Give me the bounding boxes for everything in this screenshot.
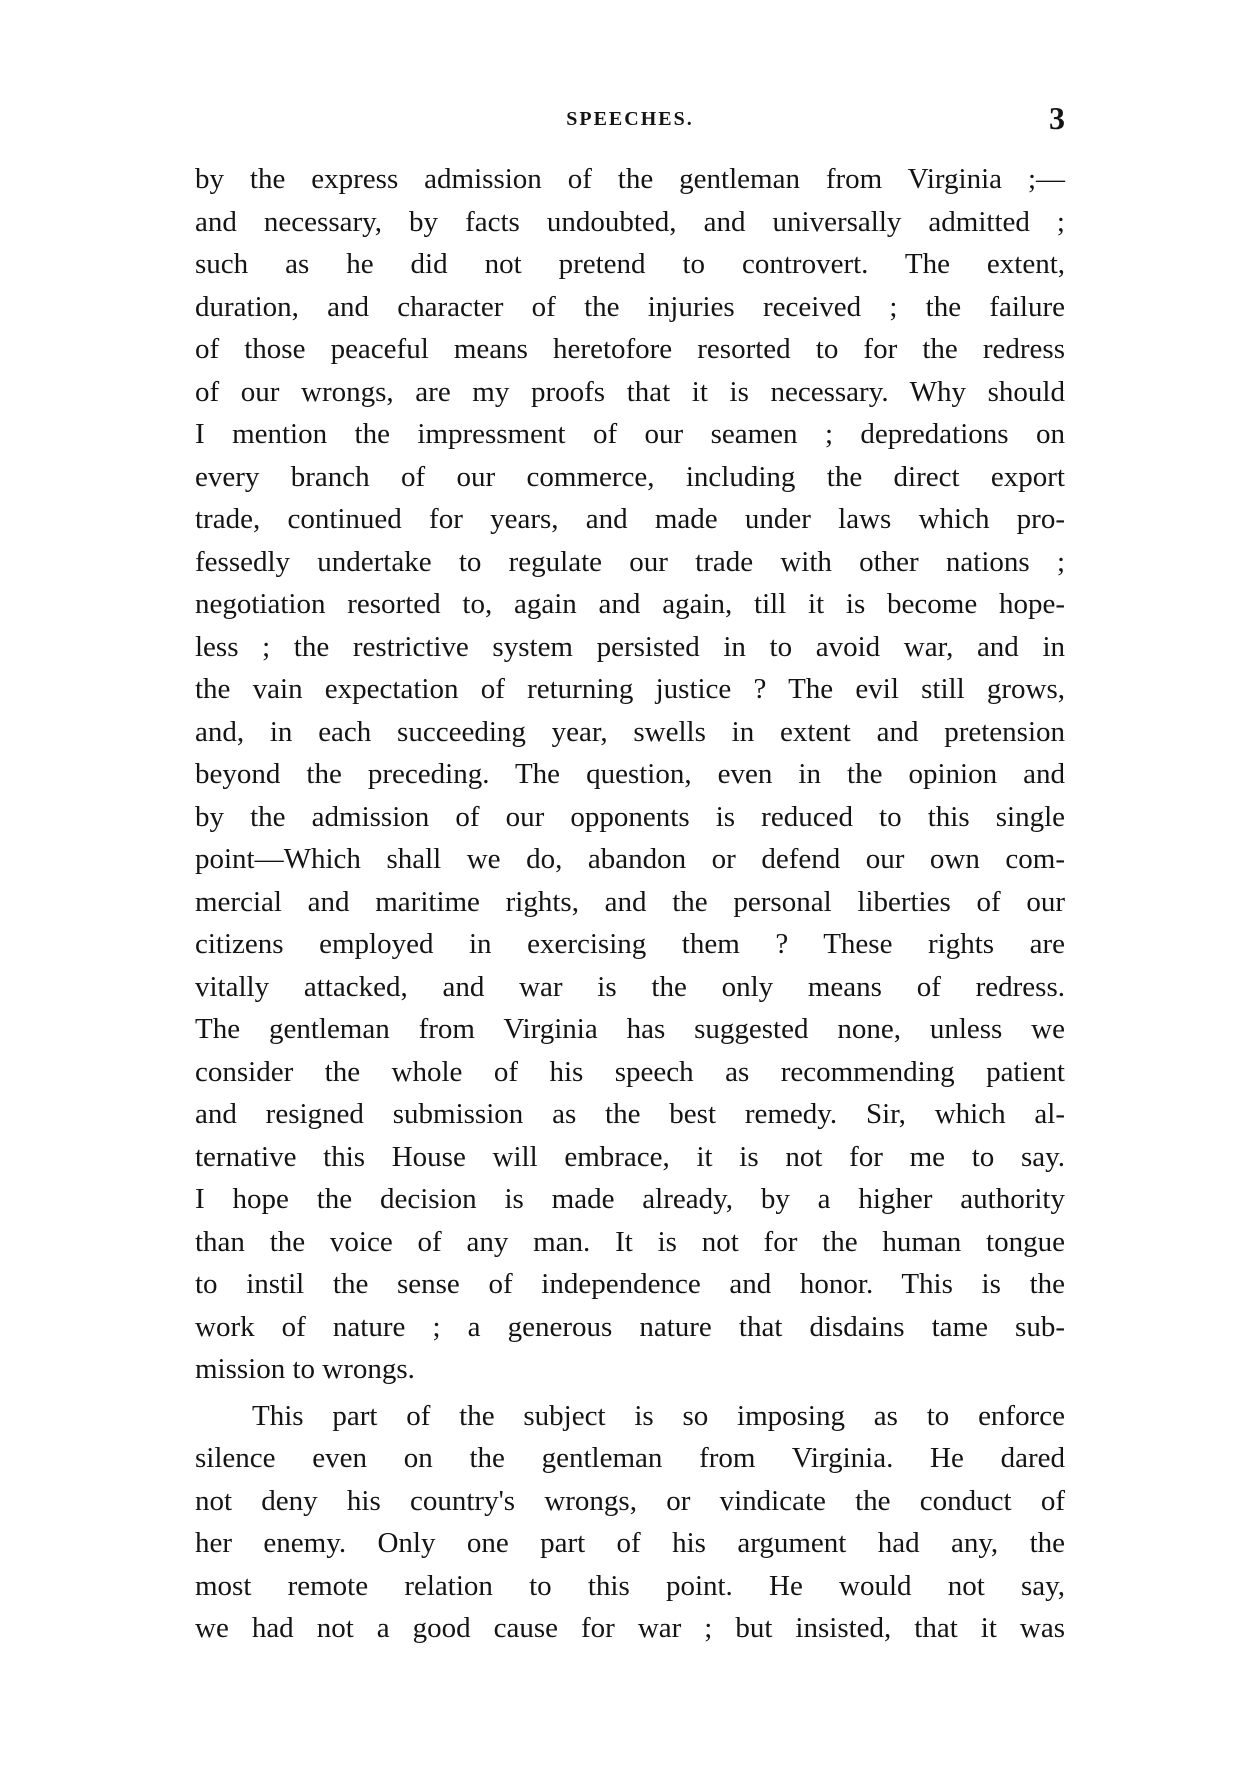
text-line: of our wrongs, are my proofs that it is necessary. Why should xyxy=(195,375,1065,408)
text-line: we had not a good cause for war ; but insisted, that it was xyxy=(195,1612,1065,1644)
text-line: mercial and maritime rights, and the personal liberties of our xyxy=(195,885,1065,918)
text-line: every branch of our commerce, including the direct export xyxy=(195,460,1065,493)
text-line: work of nature ; a generous nature that disdains tame sub- xyxy=(195,1310,1065,1343)
running-head xyxy=(195,100,1065,140)
text-line: I hope the decision is made already, by a higher authority xyxy=(195,1183,1065,1215)
text-line: most remote relation to this point. He would not say, xyxy=(195,1569,1065,1602)
text-line: mission to wrongs. xyxy=(195,1353,415,1385)
text-line: This part of the subject is so imposing as to enforce xyxy=(252,1399,1065,1432)
text-line: consider the whole of his speech as recommending patient xyxy=(195,1055,1065,1088)
text-line: to instil the sense of independence and honor. This is the xyxy=(195,1268,1065,1300)
text-line: trade, continued for years, and made under laws which pro- xyxy=(195,503,1065,535)
text-line: than the voice of any man. It is not for the human tongue xyxy=(195,1225,1065,1258)
text-line: less ; the restrictive system persisted in to avoid war, and in xyxy=(195,630,1065,663)
text-line: the vain expectation of returning justice ? The evil still grows, xyxy=(195,673,1065,705)
text-line: beyond the preceding. The question, even in the opinion and xyxy=(195,758,1065,790)
paragraph-1 xyxy=(195,158,1065,1391)
body-text xyxy=(195,158,1065,1650)
text-line: and resigned submission as the best remedy. Sir, which al- xyxy=(195,1098,1065,1130)
text-line: citizens employed in exercising them ? These rights are xyxy=(195,928,1065,960)
text-line: point—Which shall we do, abandon or defend our own com- xyxy=(195,843,1065,875)
text-line: fessedly undertake to regulate our trade with other nations ; xyxy=(195,545,1065,578)
text-line: such as he did not pretend to controvert. The extent, xyxy=(195,248,1065,280)
text-line: by the express admission of the gentleman from Virginia ;— xyxy=(195,163,1065,195)
text-line: not deny his country's wrongs, or vindicate the conduct of xyxy=(195,1484,1065,1517)
text-line: I mention the impressment of our seamen ; depredations on xyxy=(195,418,1065,450)
text-line: The gentleman from Virginia has suggested none, unless we xyxy=(195,1013,1065,1045)
text-line: and necessary, by facts undoubted, and universally admitted ; xyxy=(195,205,1065,238)
text-line: silence even on the gentleman from Virginia. He dared xyxy=(195,1442,1065,1474)
paragraph-2 xyxy=(195,1395,1065,1650)
text-line: her enemy. Only one part of his argument had any, the xyxy=(195,1527,1065,1559)
text-line: of those peaceful means heretofore resorted to for the redress xyxy=(195,333,1065,365)
text-line: ternative this House will embrace, it is not for me to say. xyxy=(195,1140,1065,1173)
text-line: duration, and character of the injuries received ; the failure xyxy=(195,290,1065,323)
page-number: 3 xyxy=(1049,100,1065,136)
text-line: negotiation resorted to, again and again, till it is become hope- xyxy=(195,588,1065,620)
text-line: vitally attacked, and war is the only means of redress. xyxy=(195,970,1065,1003)
text-line: by the admission of our opponents is reduced to this single xyxy=(195,800,1065,833)
text-line: and, in each succeeding year, swells in extent and pretension xyxy=(195,715,1065,748)
running-title: SPEECHES. xyxy=(566,108,694,130)
